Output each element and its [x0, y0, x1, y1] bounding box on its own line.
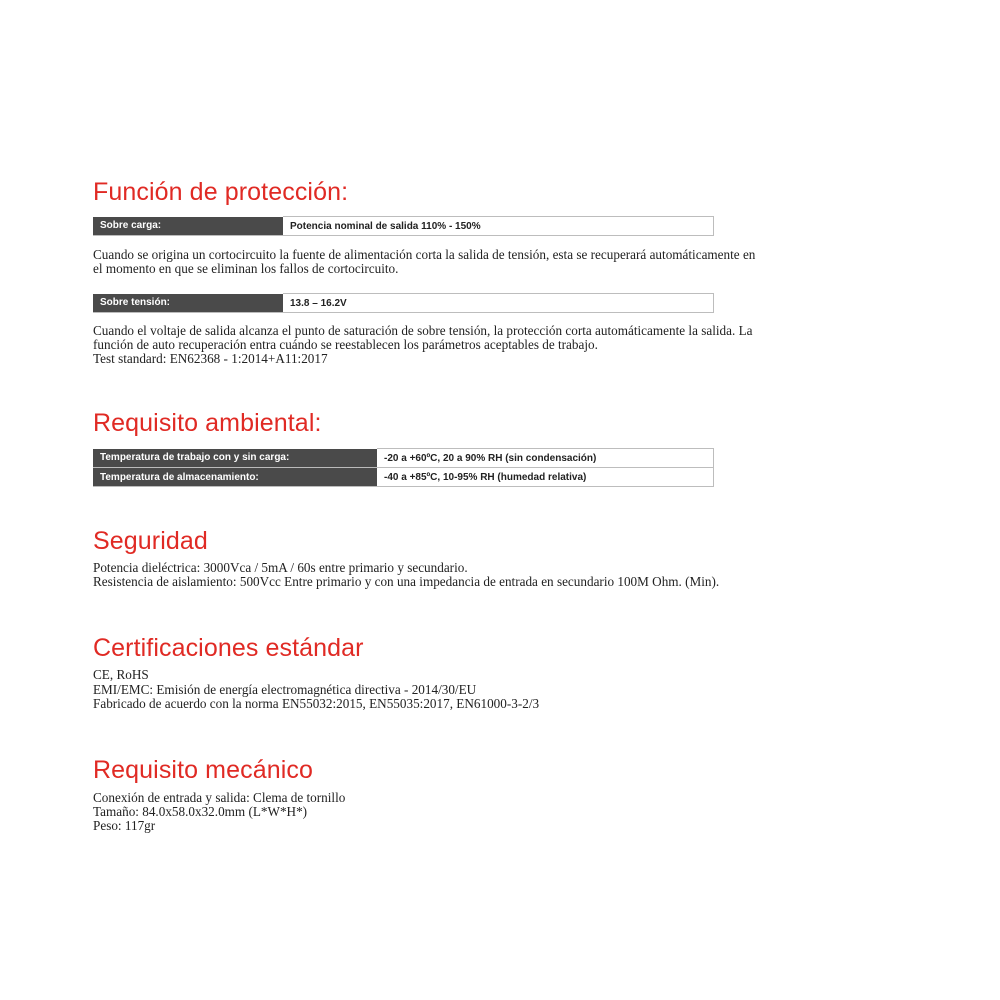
spec-value: -40 a +85ºC, 10-95% RH (humedad relativa): [377, 468, 714, 487]
paragraph-line: Cuando el voltaje de salida alcanza el punto de saturación de sobre tensión, la protección corta automáticamente la salida. La: [93, 323, 753, 338]
paragraph-line: el momento en que se eliminan los fallos de cortocircuito.: [93, 261, 399, 276]
spec-value: 13.8 – 16.2V: [283, 294, 714, 313]
sobre-tension-table: [93, 293, 714, 313]
section-heading-seguridad: Seguridad: [93, 527, 208, 555]
spec-value: -20 a +60ºC, 20 a 90% RH (sin condensación): [377, 449, 714, 468]
sobre-carga-table: [93, 216, 714, 236]
section-heading-mecanico: Requisito mecánico: [93, 756, 313, 784]
table-row: [93, 294, 714, 313]
section-heading-certificaciones: Certificaciones estándar: [93, 634, 364, 662]
section-heading-proteccion: Función de protección:: [93, 178, 349, 206]
paragraph-line: Peso: 117gr: [93, 818, 156, 833]
paragraph-line: Test standard: EN62368 - 1:2014+A11:2017: [93, 351, 328, 366]
section-heading-ambiental: Requisito ambiental:: [93, 409, 322, 437]
paragraph-line: función de auto recuperación entra cuándo se reestablecen los parámetros aceptables de trabajo.: [93, 337, 598, 352]
paragraph-line: Conexión de entrada y salida: Clema de tornillo: [93, 790, 346, 805]
table-row: [93, 217, 714, 236]
spec-label: Temperatura de almacenamiento:: [93, 468, 377, 487]
paragraph-line: Resistencia de aislamiento: 500Vcc Entre primario y con una impedancia de entrada en secundario 100M Ohm. (Min).: [93, 574, 720, 589]
table-row: [93, 449, 714, 468]
spec-label: Sobre tensión:: [93, 294, 283, 313]
ambiental-table: [93, 448, 714, 487]
paragraph-line: CE, RoHS: [93, 667, 149, 682]
paragraph-line: Tamaño: 84.0x58.0x32.0mm (L*W*H*): [93, 804, 308, 819]
spec-label: Temperatura de trabajo con y sin carga:: [93, 449, 377, 468]
paragraph-line: Cuando se origina un cortocircuito la fuente de alimentación corta la salida de tensión, esta se recuperará automáticamente en: [93, 247, 756, 262]
spec-value: Potencia nominal de salida 110% - 150%: [283, 217, 714, 236]
spec-label: Sobre carga:: [93, 217, 283, 236]
table-row: [93, 468, 714, 487]
paragraph-line: Fabricado de acuerdo con la norma EN55032:2015, EN55035:2017, EN61000-3-2/3: [93, 696, 540, 711]
paragraph-line: Potencia dieléctrica: 3000Vca / 5mA / 60s entre primario y secundario.: [93, 560, 468, 575]
paragraph-line: EMI/EMC: Emisión de energía electromagnética directiva - 2014/30/EU: [93, 682, 477, 697]
